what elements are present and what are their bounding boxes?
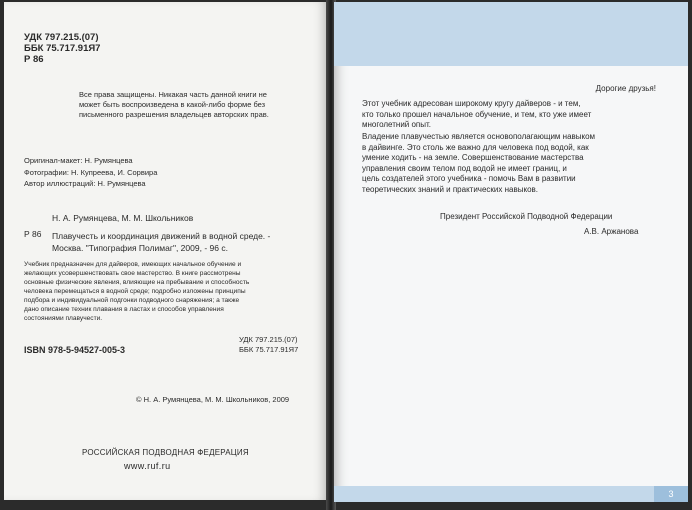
signer-name: А.В. Аржанова xyxy=(584,227,639,236)
abstract-line: человека перемещаться в водной среде; подробно изложены принципы xyxy=(24,288,246,295)
paragraph-line: цель создателей этого учебника - помочь Вам в развитии xyxy=(362,174,576,183)
abstract-line: состояниями плавучести. xyxy=(24,315,103,322)
catalog-code: Р 86 xyxy=(24,229,42,239)
title-line: Плавучесть и координация движений в водной среде. - xyxy=(52,231,271,241)
abstract-line: основные физические явления, влияющие на пребывание и способность xyxy=(24,279,250,286)
signer-title: Президент Российской Подводной Федерации xyxy=(440,212,613,221)
paragraph-line: многолетний опыт. xyxy=(362,120,432,129)
paragraph-line: Владение плавучестью является основополагающим навыком xyxy=(362,132,596,141)
abstract-line: желающих усовершенствовать свое мастерство. В книге рассмотрены xyxy=(24,270,241,277)
paragraph-line: теоретических знаний и практических навыков. xyxy=(362,184,538,194)
right-page xyxy=(334,2,688,502)
bbk-line: ББК 75.717.91Я7 xyxy=(24,43,101,54)
udk-footer-line: УДК 797.215.(07) xyxy=(239,335,298,344)
abstract-line: подбора и индивидуальной подгонки подводного снаряжения; а также xyxy=(24,297,240,304)
rights-line: письменного разрешения владельцев авторских прав. xyxy=(79,110,269,119)
copyright: © Н. А. Румянцева, М. М. Школьников, 2009 xyxy=(136,395,290,404)
website-url: www.ruf.ru xyxy=(124,461,171,471)
credit-illustrations: Автор иллюстраций: Н. Румянцева xyxy=(24,179,146,188)
organization: РОССИЙСКАЯ ПОДВОДНАЯ ФЕДЕРАЦИЯ xyxy=(82,448,249,457)
udk-line: УДК 797.215.(07) xyxy=(24,32,99,43)
page-number: 3 xyxy=(654,486,688,502)
book-title xyxy=(52,230,270,254)
left-page xyxy=(4,2,328,500)
paragraph-audience xyxy=(362,99,591,131)
credit-photos: Фотографии: Н. Купреева, И. Сорвира xyxy=(24,167,158,177)
rights-line: может быть воспроизведена в какой-либо форме без xyxy=(79,100,266,109)
credit-layout: Оригинал-макет: Н. Румянцева xyxy=(24,156,133,165)
credits xyxy=(24,155,157,190)
paragraph-line: умение ходить - на земле. Совершенствование мастерства xyxy=(362,153,584,162)
code-line: Р 86 xyxy=(24,54,44,65)
rights-line: Все права защищены. Никакая часть данной книги не xyxy=(79,90,267,99)
bottom-color-band xyxy=(334,486,688,502)
udk-footer xyxy=(239,335,298,355)
title-line: Москва. "Типография Полимаг", 2009, - 96 с. xyxy=(52,243,228,253)
abstract xyxy=(24,260,249,323)
abstract-line: Учебник предназначен для дайверов, имеющих начальное обучение и xyxy=(24,261,242,268)
authors: Н. А. Румянцева, М. М. Школьников xyxy=(52,213,194,223)
greeting: Дорогие друзья! xyxy=(595,84,656,93)
rights-notice xyxy=(79,90,269,120)
isbn: ISBN 978-5-94527-005-3 xyxy=(24,345,126,355)
udk-header xyxy=(24,32,100,65)
abstract-line: дано описание техник плавания в ластах и способов управления xyxy=(24,306,224,313)
paragraph-line: в дайвинге. Это столь же важно для человека под водой, как xyxy=(362,142,589,152)
paragraph-line: Этот учебник адресован широкому кругу дайверов - и тем, xyxy=(362,99,581,108)
top-color-band xyxy=(334,2,688,66)
paragraph-buoyancy xyxy=(362,132,595,195)
bbk-footer-line: ББК 75.717.91Я7 xyxy=(239,345,299,354)
paragraph-line: управления своим телом под водой не имеет границ, и xyxy=(362,163,567,173)
paragraph-line: кто только прошел начальное обучение, и тем, кто уже имеет xyxy=(362,109,592,119)
